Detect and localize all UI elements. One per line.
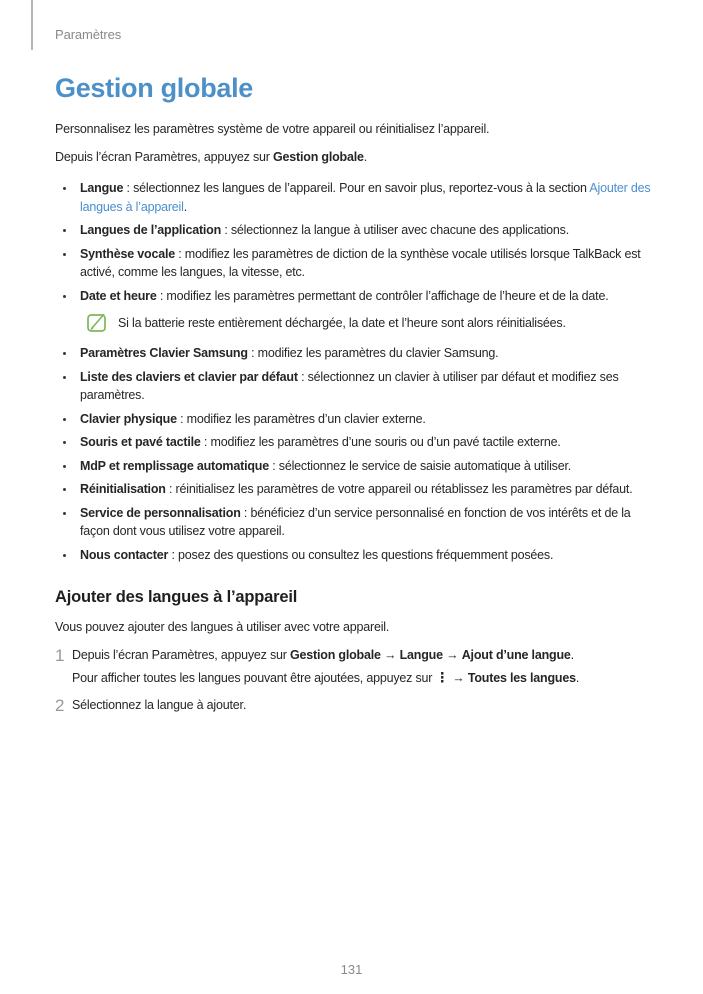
bullet-desc: : sélectionnez le service de saisie automatique à utiliser. xyxy=(268,458,572,473)
step-1-line-2 xyxy=(72,669,653,688)
step-text: Sélectionnez la langue à ajouter. xyxy=(72,697,247,712)
list-item-mdp-remplissage xyxy=(55,457,653,476)
bullet-dot xyxy=(63,441,66,444)
chapter-header: Paramètres xyxy=(55,27,122,42)
list-item-date-heure xyxy=(55,287,653,336)
bullet-desc: : sélectionnez la langue à utiliser avec chacune des applications. xyxy=(221,223,569,237)
intro-text: Depuis l’écran Paramètres, appuyez sur xyxy=(55,149,273,164)
step-bold-run: Toutes les langues xyxy=(467,671,576,685)
list-item-nous-contacter xyxy=(55,546,653,565)
step-number: 1 xyxy=(55,645,65,665)
step-number: 2 xyxy=(55,695,65,715)
settings-bullet-list xyxy=(55,179,653,564)
bullet-dot xyxy=(63,229,66,232)
bullet-desc: : sélectionnez un clavier à utiliser par défaut et modifiez ses paramètres. xyxy=(80,369,619,402)
list-item-langue xyxy=(55,179,653,216)
list-item-clavier-physique xyxy=(55,410,653,429)
cross-reference-link[interactable]: Ajouter des langues à l’appareil xyxy=(80,181,651,214)
step-text-run: . xyxy=(575,671,580,685)
bullet-term: Langues de l’application xyxy=(80,223,222,237)
page-title: Gestion globale xyxy=(55,73,254,103)
bullet-desc: : modifiez les paramètres permettant de contrôler l’affichage de l’heure et de la date. xyxy=(156,288,609,303)
step-bold-run: Gestion globale xyxy=(290,647,381,662)
bullet-term: Date et heure xyxy=(80,288,157,303)
bullet-term: Paramètres Clavier Samsung xyxy=(80,346,248,360)
note-text: Si la batterie reste entièrement déchargée, la date et l’heure sont alors réinitialisées. xyxy=(118,316,566,330)
bullet-desc: : modifiez les paramètres de diction de la synthèse vocale utilisés lorsque TalkBack est activé, comme les langues, la vitesse, etc. xyxy=(80,246,641,279)
bullet-dot xyxy=(63,352,66,355)
bullet-dot xyxy=(63,418,66,421)
arrow-glyph: → xyxy=(442,647,462,662)
bullet-desc: : réinitialisez les paramètres de votre appareil ou rétablissez les paramètres par défaut. xyxy=(165,482,633,496)
intro-end: . xyxy=(363,149,368,164)
bullet-dot xyxy=(63,488,66,491)
bullet-dot xyxy=(63,376,66,379)
bullet-dot xyxy=(63,295,66,298)
page-number: 131 xyxy=(340,962,363,977)
intro-paragraph-1: Personnalisez les paramètres système de votre appareil ou réinitialisez l’appareil. xyxy=(55,122,490,136)
list-item-clavier-samsung xyxy=(55,344,653,363)
bullet-dot xyxy=(63,253,66,256)
bullet-desc: : modifiez les paramètres d’un clavier externe. xyxy=(176,411,426,426)
bullet-dot xyxy=(63,187,66,190)
bullet-desc: : posez des questions ou consultez les questions fréquemment posées. xyxy=(168,547,554,562)
list-item-souris-pave xyxy=(55,433,653,452)
pencil-note-icon xyxy=(85,311,109,335)
step-1-line-1 xyxy=(72,646,653,665)
section-intro: Vous pouvez ajouter des langues à utiliser avec votre appareil. xyxy=(55,620,390,634)
bullet-term: Clavier physique xyxy=(80,411,177,426)
bullet-dot xyxy=(63,512,66,515)
bullet-term: Langue xyxy=(80,181,124,195)
list-item-synthese-vocale xyxy=(55,245,653,282)
arrow-glyph: → xyxy=(449,671,468,685)
more-options-icon: ⋮ xyxy=(435,670,449,685)
step-bold-run: Ajout d’une langue xyxy=(461,647,571,662)
step-1 xyxy=(55,646,653,688)
step-text-run: Pour afficher toutes les langues pouvant être ajoutées, appuyez sur xyxy=(72,671,436,685)
bullet-term: Service de personnalisation xyxy=(80,505,241,520)
intro-bold: Gestion globale xyxy=(273,149,364,164)
bullet-desc: : modifiez les paramètres d’une souris ou d’un pavé tactile externe. xyxy=(200,435,561,449)
bullet-term: Synthèse vocale xyxy=(80,246,175,261)
section-heading: Ajouter des langues à l’appareil xyxy=(55,588,298,606)
bullet-term: Réinitialisation xyxy=(80,482,166,496)
bullet-desc: : sélectionnez les langues de l’appareil. Pour en savoir plus, reportez-vous à la section xyxy=(123,181,590,195)
header-rule xyxy=(31,0,33,50)
list-item-liste-claviers xyxy=(55,368,653,405)
bullet-term: Nous contacter xyxy=(80,547,169,562)
list-item-service-personnalisation xyxy=(55,504,653,541)
intro-paragraph-2 xyxy=(55,148,653,167)
step-text-run: . xyxy=(570,647,574,662)
bullet-term: MdP et remplissage automatique xyxy=(80,458,269,473)
step-text-run: Depuis l’écran Paramètres, appuyez sur xyxy=(72,647,290,662)
bullet-desc: : bénéficiez d’un service personnalisé en fonction de vos intérêts et de la façon dont vous utilisez votre appareil. xyxy=(80,505,631,538)
bullet-desc: : modifiez les paramètres du clavier Samsung. xyxy=(247,346,499,360)
note-callout xyxy=(85,312,653,335)
step-bold-run: Langue xyxy=(399,647,443,662)
bullet-dot xyxy=(63,465,66,468)
list-item-langues-application xyxy=(55,221,653,240)
bullet-dot xyxy=(63,554,66,557)
list-item-reinitialisation xyxy=(55,480,653,499)
bullet-after: . xyxy=(183,199,187,214)
step-text xyxy=(72,646,653,688)
bullet-term: Liste des claviers et clavier par défaut xyxy=(80,369,298,384)
bullet-term: Souris et pavé tactile xyxy=(80,435,201,449)
arrow-glyph: → xyxy=(380,647,400,662)
step-2 xyxy=(55,696,653,715)
